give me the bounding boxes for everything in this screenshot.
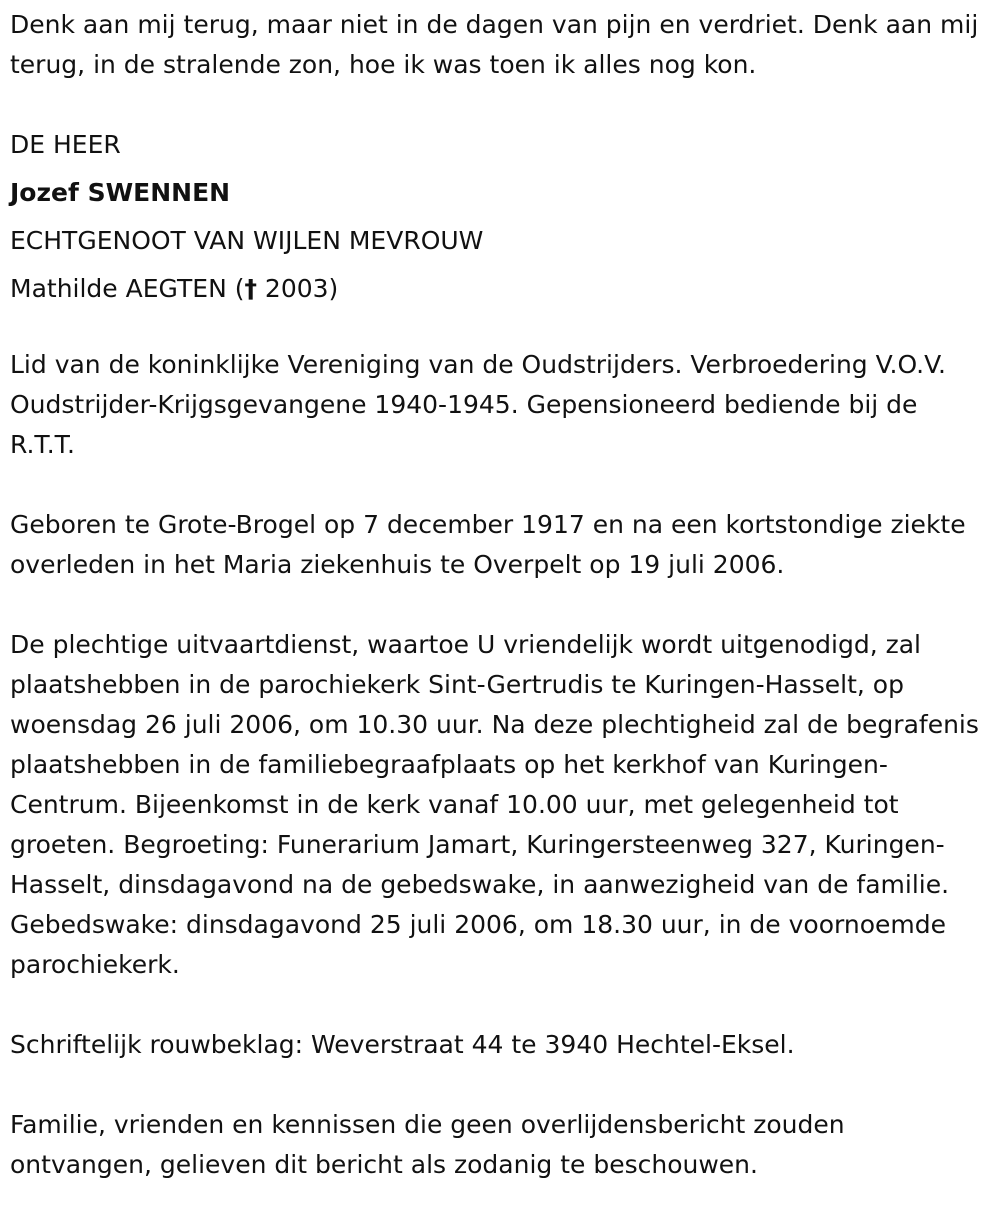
- poem-text: Denk aan mij terug, maar niet in de dagen van pijn en verdriet. Denk aan mij terug, in de stralende zon, hoe ik was toen ik alles nog kon.: [10, 10, 979, 79]
- relation-line: ECHTGENOOT VAN WIJLEN MEVROUW: [10, 226, 484, 255]
- honorific: DE HEER: [10, 130, 121, 159]
- spouse-line: [10, 265, 990, 313]
- condolences-address: Schriftelijk rouwbeklag: Weverstraat 44 te 3940 Hechtel-Eksel.: [10, 1030, 795, 1059]
- memberships-text: Lid van de koninklijke Vereniging van de Oudstrijders. Verbroedering V.O.V. Oudstrijder-Krijgsgevangene 1940-1945. Gepensioneerd bediende bij de R.T.T.: [10, 350, 946, 459]
- closing-note: Familie, vrienden en kennissen die geen overlijdensbericht zouden ontvangen, gelieven dit bericht als zodanig te beschouwen.: [10, 1110, 845, 1179]
- deceased-name: Jozef SWENNEN: [10, 178, 231, 207]
- birth-death-text: Geboren te Grote-Brogel op 7 december 1917 en na een kortstondige ziekte overleden in het Maria ziekenhuis te Overpelt op 19 juli 2006.: [10, 510, 966, 579]
- spouse-name: Mathilde AEGTEN (: [10, 274, 245, 303]
- deceased-heading: [10, 121, 990, 313]
- funeral-details-text: De plechtige uitvaartdienst, waartoe U vriendelijk wordt uitgenodigd, zal plaatshebben in de parochiekerk Sint-Gertrudis te Kuringen-Hasselt, op woensdag 26 juli 2006, om 10.30 uur. Na deze plechtigheid zal de begrafenis plaatshebben in de familiebegraafplaats op het kerkhof van Kuringen-Centrum. Bijeenkomst in de kerk vanaf 10.00 uur, met gelegenheid tot groeten. Begroeting: Funerarium Jamart, Kuringersteenweg 327, Kuringen-Hasselt, dinsdagavond na de gebedswake, in aanwezigheid van de familie. Gebedswake: dinsdagavond 25 juli 2006, om 18.30 uur, in de voornoemde parochiekerk.: [10, 630, 979, 979]
- spouse-death-year: 2003): [256, 274, 339, 303]
- cross-icon: †: [244, 274, 257, 303]
